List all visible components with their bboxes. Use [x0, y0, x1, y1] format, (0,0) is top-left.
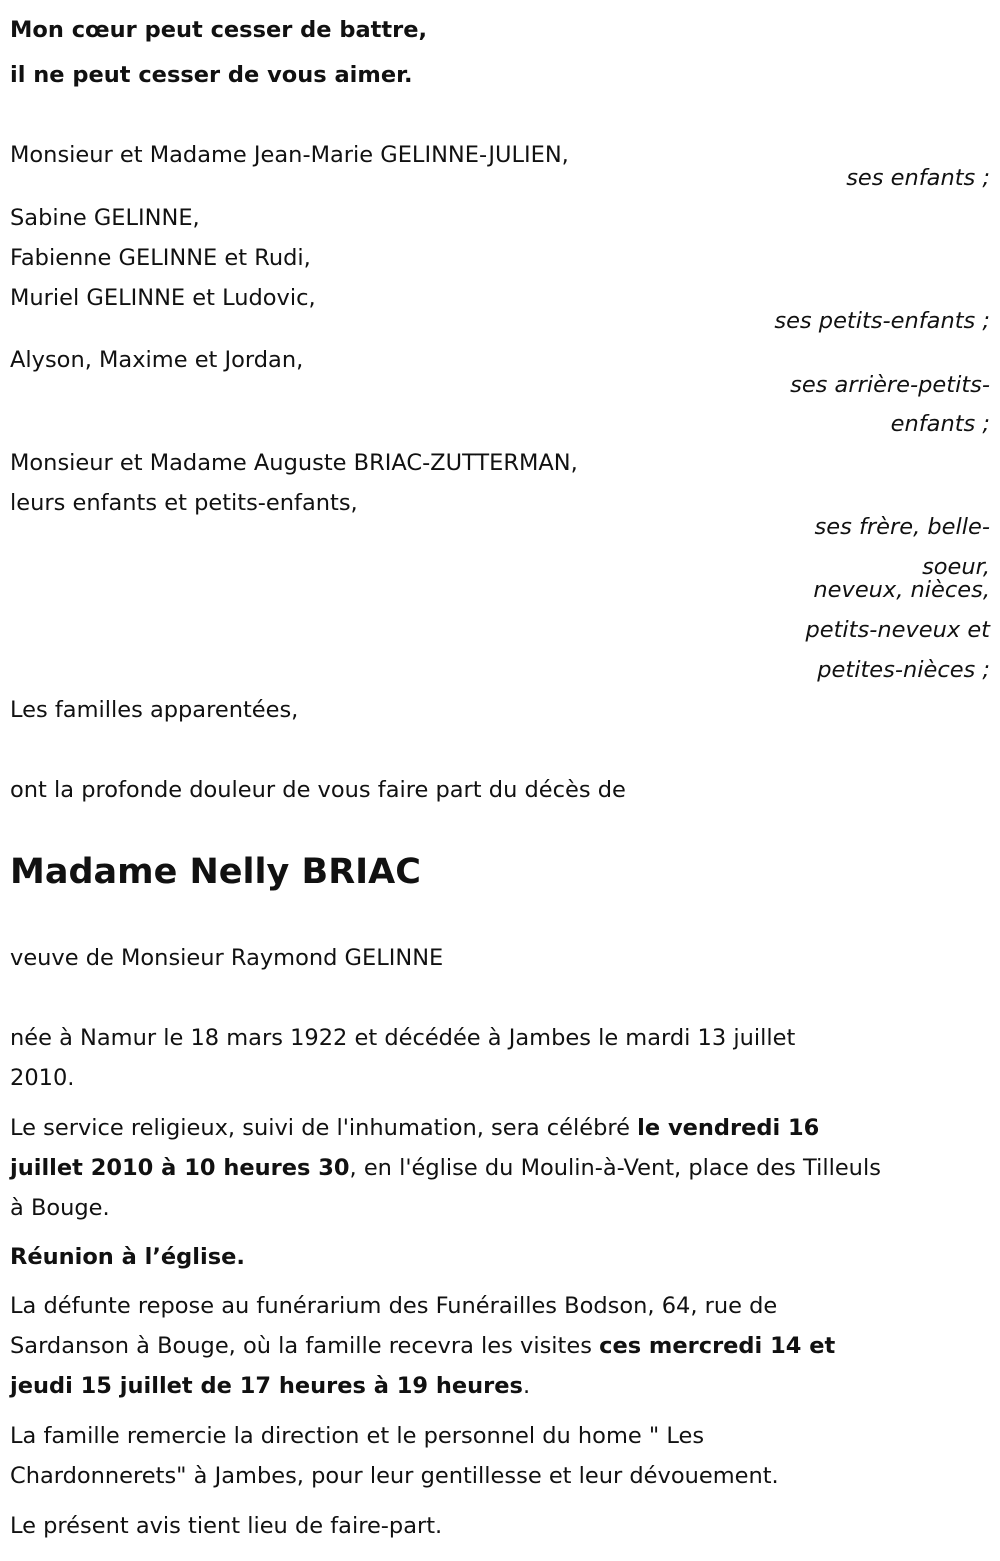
thanks-line: La famille remercie la direction et le personnel du home " Les — [10, 1423, 705, 1449]
visits-dates: jeudi 15 juillet de 17 heures à 19 heures — [10, 1373, 523, 1399]
dates-line: née à Namur le 18 mars 1922 et décédée à Jambes le mardi 13 juillet — [10, 1025, 796, 1051]
family-related: Les familles apparentées, — [10, 697, 299, 723]
epigraph-line: il ne peut cesser de vous aimer. — [10, 62, 413, 88]
visits-dates: ces mercredi 14 et — [599, 1333, 836, 1359]
visits-line — [10, 1332, 835, 1360]
service-line — [10, 1114, 819, 1142]
family-grandchild: Muriel GELINNE et Ludovic, — [10, 285, 316, 311]
visits-line: La défunte repose au funérarium des Funérailles Bodson, 64, rue de — [10, 1293, 778, 1319]
service-line — [10, 1154, 881, 1182]
family-grandchild: Sabine GELINNE, — [10, 205, 200, 231]
service-text: Le service religieux, suivi de l'inhumation, sera célébré — [10, 1115, 638, 1141]
widow-of: veuve de Monsieur Raymond GELINNE — [10, 945, 444, 971]
family-siblings: Monsieur et Madame Auguste BRIAC-ZUTTERMAN, — [10, 450, 578, 476]
family-siblings: leurs enfants et petits-enfants, — [10, 490, 358, 516]
role-label: soeur, — [922, 554, 990, 580]
role-label: enfants ; — [890, 411, 990, 437]
role-label: petits-neveux et — [805, 617, 990, 643]
role-label: petites-nièces ; — [817, 657, 990, 683]
epigraph-line: Mon cœur peut cesser de battre, — [10, 17, 428, 43]
thanks-line: Chardonnerets" à Jambes, pour leur gentillesse et leur dévouement. — [10, 1463, 779, 1489]
role-label: neveux, nièces, — [813, 577, 990, 603]
family-grandchild: Fabienne GELINNE et Rudi, — [10, 245, 311, 271]
role-label: ses enfants ; — [846, 165, 990, 191]
service-date: le vendredi 16 — [637, 1115, 820, 1141]
family-children: Monsieur et Madame Jean-Marie GELINNE-JULIEN, — [10, 142, 569, 168]
role-label: ses frère, belle- — [814, 514, 990, 540]
visits-line — [10, 1372, 530, 1400]
meeting: Réunion à l’église. — [10, 1244, 245, 1270]
family-great-grandchildren: Alyson, Maxime et Jordan, — [10, 347, 304, 373]
announcement: ont la profonde douleur de vous faire part du décès de — [10, 777, 626, 803]
visits-text: Sardanson à Bouge, où la famille recevra les visites — [10, 1333, 600, 1359]
visits-text: . — [522, 1373, 531, 1399]
deceased-name: Madame Nelly BRIAC — [10, 852, 421, 892]
service-text: , en l'église du Moulin-à-Vent, place des Tilleuls — [349, 1155, 881, 1181]
service-date: juillet 2010 à 10 heures 30 — [10, 1155, 350, 1181]
closing: Le présent avis tient lieu de faire-part. — [10, 1513, 443, 1539]
service-line: à Bouge. — [10, 1195, 110, 1221]
dates-line: 2010. — [10, 1065, 75, 1091]
role-label: ses arrière-petits- — [790, 372, 990, 398]
role-label: ses petits-enfants ; — [774, 308, 990, 334]
